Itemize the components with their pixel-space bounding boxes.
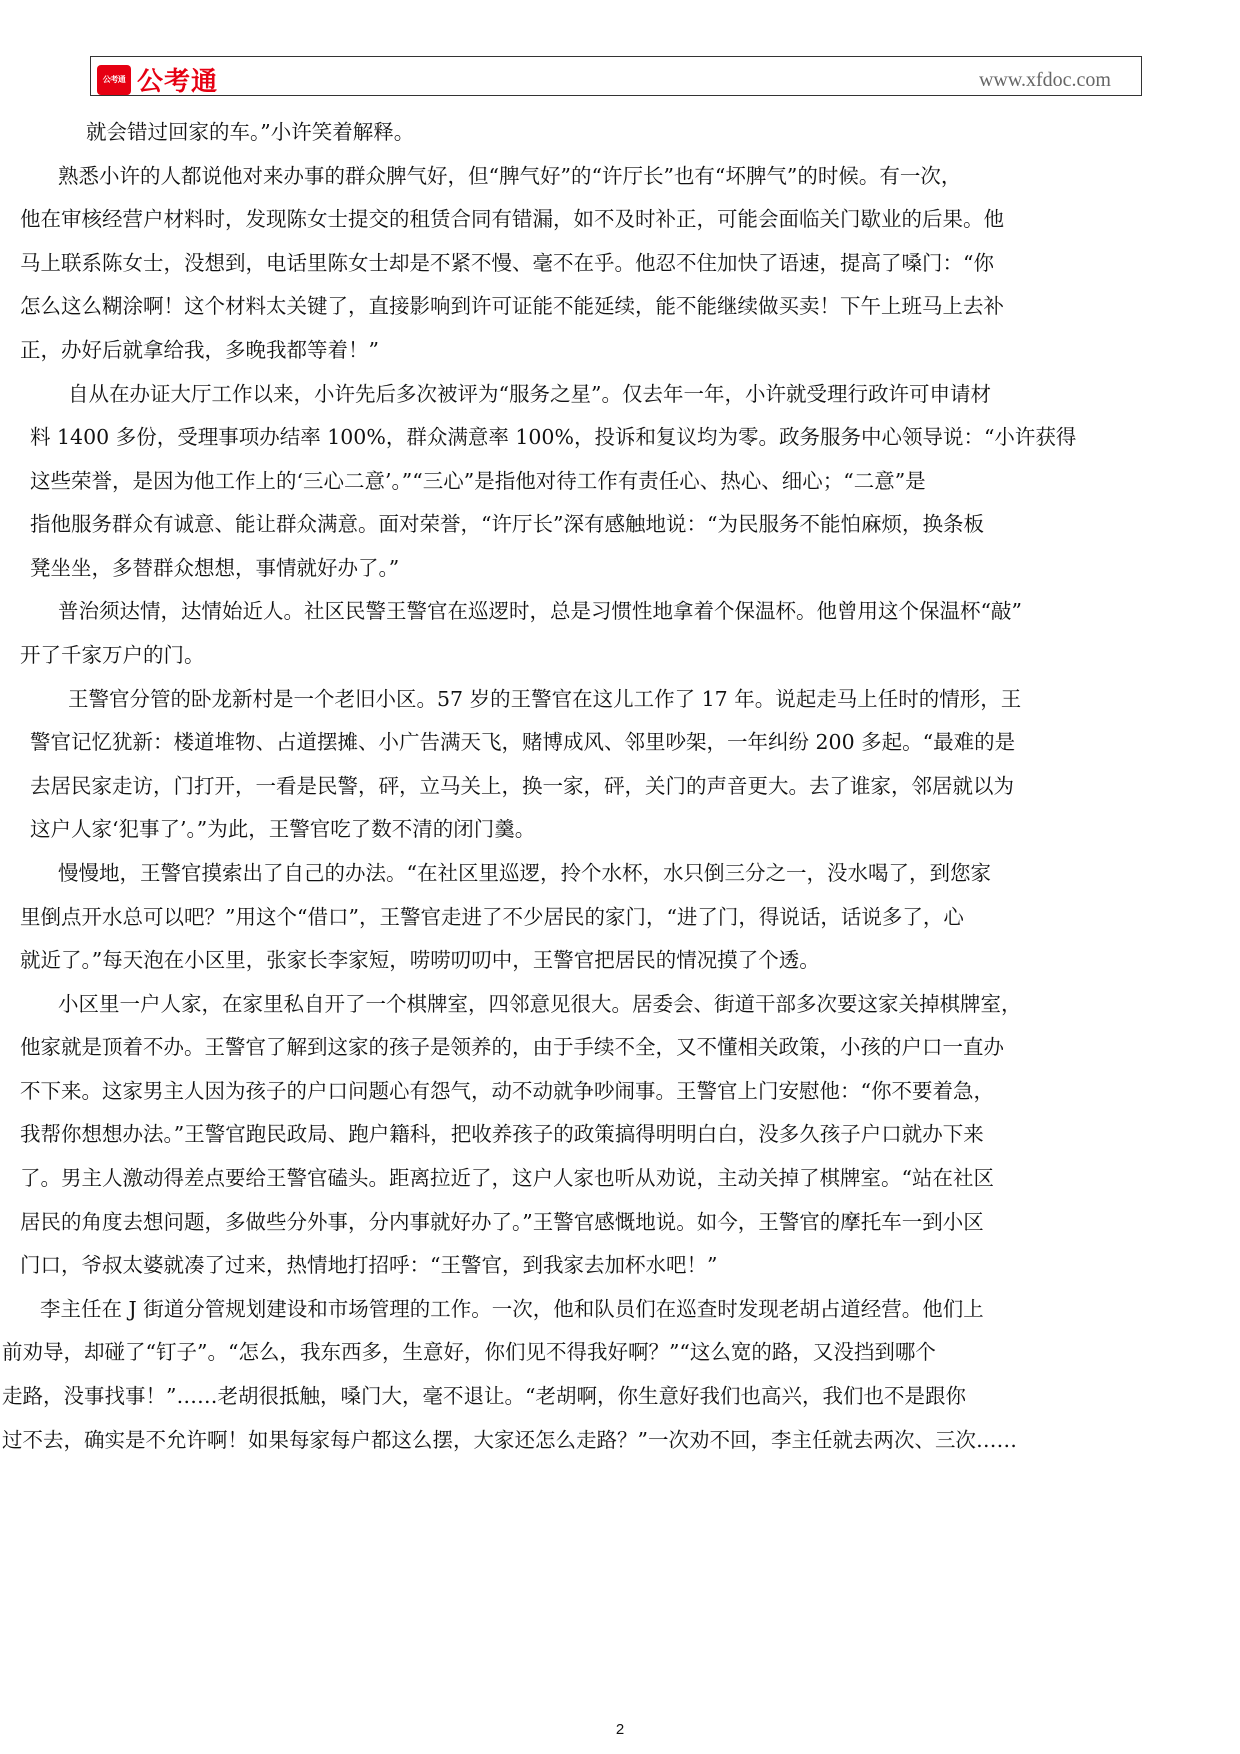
text-line: 他在审核经营户材料时，发现陈女士提交的租赁合同有错漏，如不及时补正，可能会面临关门歇业的后果。他 [20,207,1004,231]
text-line: 过不去，确实是不允许啊！如果每家每户都这么摆，大家还怎么走路？”一次劝不回，李主任就去两次、三次…… [2,1428,1017,1452]
text-line: 去居民家走访，门打开，一看是民警，砰，立马关上，换一家，砰，关门的声音更大。去了谁家，邻居就以为 [30,774,1014,798]
page-number: 2 [615,1721,625,1738]
text-line: 正，办好后就拿给我，多晚我都等着！” [20,338,379,362]
text-line: 李主任在 J 街道分管规划建设和市场管理的工作。一次，他和队员们在巡查时发现老胡占道经营。他们上 [40,1297,984,1321]
text-line: 这户人家‘犯事了’。”为此，王警官吃了数不清的闭门羹。 [30,817,536,841]
text-line: 门口，爷叔太婆就凑了过来，热情地打招呼：“王警官，到我家去加杯水吧！” [20,1253,718,1277]
text-line: 马上联系陈女士，没想到，电话里陈女士却是不紧不慢、毫不在乎。他忍不住加快了语速，提高了嗓门：“你 [20,251,994,275]
text-line: 前劝导，却碰了“钉子”。“怎么，我东西多，生意好，你们见不得我好啊？”“这么宽的路，又没挡到哪个 [2,1340,936,1364]
text-line: 怎么这么糊涂啊！这个材料太关键了，直接影响到许可证能不能延续，能不能继续做买卖！下午上班马上去补 [20,294,1004,318]
text-line: 熟悉小许的人都说他对来办事的群众脾气好，但“脾气好”的“许厅长”也有“坏脾气”的时候。有一次， [58,164,962,188]
text-line: 开了千家万户的门。 [20,643,205,667]
text-line: 走路，没事找事！”……老胡很抵触，嗓门大，毫不退让。“老胡啊，你生意好我们也高兴，我们也不是跟你 [2,1384,966,1408]
text-line: 凳坐坐，多替群众想想，事情就好办了。” [30,556,400,580]
text-line: 指他服务群众有诚意、能让群众满意。面对荣誉，“许厅长”深有感触地说：“为民服务不能怕麻烦，换条板 [30,512,984,536]
text-line: 自从在办证大厅工作以来，小许先后多次被评为“服务之星”。仅去年一年，小许就受理行政许可申请材 [68,382,991,406]
text-line: 这些荣誉，是因为他工作上的‘三心二意’。”“三心”是指他对待工作有责任心、热心、细心；“二意”是 [30,469,926,493]
text-line: 里倒点开水总可以吧？”用这个“借口”，王警官走进了不少居民的家门，“进了门，得说话，话说多了，心 [20,905,964,929]
text-line: 我帮你想想办法。”王警官跑民政局、跑户籍科，把收养孩子的政策搞得明明白白，没多久孩子户口就办下来 [20,1122,984,1146]
text-line: 他家就是顶着不办。王警官了解到这家的孩子是领养的，由于手续不全，又不懂相关政策，小孩的户口一直办 [20,1035,1004,1059]
text-line: 就近了。”每天泡在小区里，张家长李家短，唠唠叨叨中，王警官把居民的情况摸了个透。 [20,948,820,972]
text-line: 警官记忆犹新：楼道堆物、占道摆摊、小广告满天飞，赌博成风、邻里吵架，一年纠纷 200 多起。“最难的是 [30,730,1016,754]
logo-badge-icon: 公考通 [97,65,131,95]
text-line: 普治须达情，达情始近人。社区民警王警官在巡逻时，总是习惯性地拿着个保温杯。他曾用这个保温杯“敲” [58,599,1022,623]
text-line: 就会错过回家的车。”小许笑着解释。 [86,120,415,144]
site-url: www.xfdoc.com [978,69,1111,91]
text-line: 王警官分管的卧龙新村是一个老旧小区。57 岁的王警官在这儿工作了 17 年。说起走马上任时的情形，王 [68,687,1022,711]
logo-text: 公考通 [137,67,219,97]
text-line: 料 1400 多份，受理事项办结率 100%，群众满意率 100%，投诉和复议均为零。政务服务中心领导说：“小许获得 [30,425,1077,449]
text-line: 不下来。这家男主人因为孩子的户口问题心有怨气，动不动就争吵闹事。王警官上门安慰他：“你不要着急， [20,1079,994,1103]
text-line: 小区里一户人家，在家里私自开了一个棋牌室，四邻意见很大。居委会、街道干部多次要这家关掉棋牌室， [58,992,1022,1016]
text-line: 慢慢地，王警官摸索出了自己的办法。“在社区里巡逻，拎个水杯，水只倒三分之一，没水喝了，到您家 [58,861,991,885]
text-line: 了。男主人激动得差点要给王警官磕头。距离拉近了，这户人家也听从劝说，主动关掉了棋牌室。“站在社区 [20,1166,994,1190]
text-line: 居民的角度去想问题，多做些分外事，分内事就好办了。”王警官感慨地说。如今，王警官的摩托车一到小区 [20,1210,984,1234]
